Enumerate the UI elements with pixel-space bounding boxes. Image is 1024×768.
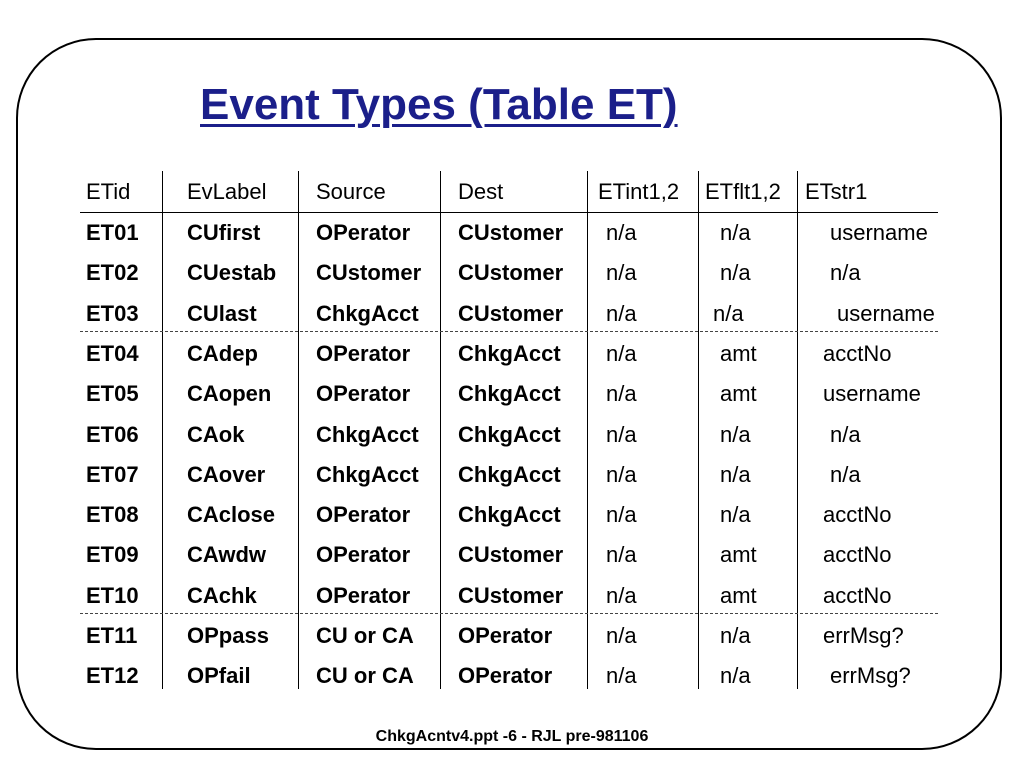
cell-etflt: n/a: [720, 663, 751, 689]
header-etflt: ETflt1,2: [705, 179, 781, 204]
cell-etint: n/a: [606, 623, 637, 648]
header-etid: ETid: [86, 179, 131, 204]
cell-etflt: amt: [720, 582, 757, 608]
cell-etint: n/a: [606, 260, 637, 286]
cell-etint: n/a: [606, 220, 637, 245]
cell-etint: n/a: [606, 381, 637, 407]
cell-etflt: amt: [720, 381, 757, 407]
cell-evlabel: CAover: [187, 461, 266, 487]
cell-etid: ET10: [86, 582, 139, 608]
cell-etint: n/a: [606, 461, 637, 487]
cell-etstr: errMsg?: [830, 663, 911, 689]
cell-dest: CUstomer: [458, 542, 564, 568]
cell-dest: ChkgAcct: [458, 340, 561, 366]
cell-dest: CUstomer: [458, 582, 564, 608]
header-evlabel: EvLabel: [187, 179, 267, 204]
cell-etflt: n/a: [713, 300, 744, 326]
cell-evlabel: CAclose: [187, 502, 276, 528]
cell-etint: n/a: [606, 300, 637, 326]
cell-etid: ET03: [86, 300, 139, 326]
cell-etid: ET01: [86, 220, 139, 245]
cell-source: ChkgAcct: [316, 421, 419, 447]
cell-etid: ET08: [86, 502, 139, 528]
cell-source: OPerator: [316, 542, 411, 568]
cell-source: OPerator: [316, 582, 411, 608]
cell-source: ChkgAcct: [316, 461, 419, 487]
column-divider: [698, 171, 699, 689]
cell-etstr: username: [830, 220, 928, 245]
column-divider: [587, 171, 588, 689]
cell-etflt: amt: [720, 340, 757, 366]
cell-etflt: n/a: [720, 260, 751, 286]
column-divider: [162, 171, 163, 689]
cell-source: CU or CA: [316, 623, 414, 648]
header-etint: ETint1,2: [598, 179, 680, 204]
cell-source: ChkgAcct: [316, 300, 419, 326]
cell-etflt: n/a: [720, 421, 751, 447]
cell-etstr: acctNo: [823, 582, 892, 608]
cell-etstr: acctNo: [823, 340, 892, 366]
cell-evlabel: CAok: [187, 421, 245, 447]
cell-source: OPerator: [316, 502, 411, 528]
cell-source: OPerator: [316, 220, 411, 245]
cell-etflt: n/a: [720, 220, 751, 245]
cell-etstr: n/a: [830, 461, 861, 487]
cell-etid: ET06: [86, 421, 139, 447]
header-rule: [80, 212, 938, 213]
cell-dest: ChkgAcct: [458, 502, 561, 528]
cell-etid: ET04: [86, 340, 139, 366]
cell-etint: n/a: [606, 582, 637, 608]
column-divider: [440, 171, 441, 689]
slide-title: Event Types (Table ET): [200, 80, 678, 129]
cell-evlabel: CAdep: [187, 340, 258, 366]
cell-source: OPerator: [316, 340, 411, 366]
cell-etint: n/a: [606, 542, 637, 568]
cell-etflt: n/a: [720, 461, 751, 487]
cell-dest: ChkgAcct: [458, 381, 561, 407]
cell-etstr: n/a: [830, 421, 861, 447]
cell-evlabel: OPpass: [187, 623, 269, 648]
cell-etstr: username: [837, 300, 935, 326]
cell-etint: n/a: [606, 663, 637, 689]
cell-source: CUstomer: [316, 260, 422, 286]
cell-etid: ET12: [86, 663, 139, 689]
cell-dest: ChkgAcct: [458, 421, 561, 447]
cell-dest: ChkgAcct: [458, 461, 561, 487]
cell-evlabel: CUestab: [187, 260, 277, 286]
cell-etstr: acctNo: [823, 502, 892, 528]
cell-evlabel: CAopen: [187, 381, 272, 407]
cell-etflt: amt: [720, 542, 757, 568]
cell-evlabel: CAwdw: [187, 542, 267, 568]
header-dest: Dest: [458, 179, 504, 204]
cell-etid: ET07: [86, 461, 139, 487]
cell-etid: ET11: [86, 623, 138, 648]
cell-etstr: username: [823, 381, 921, 407]
slide-footer: ChkgAcntv4.ppt -6 - RJL pre-981106: [375, 728, 649, 745]
cell-etflt: n/a: [720, 502, 751, 528]
cell-source: OPerator: [316, 381, 411, 407]
cell-evlabel: CAchk: [187, 582, 257, 608]
cell-etid: ET09: [86, 542, 139, 568]
cell-dest: CUstomer: [458, 260, 564, 286]
cell-etint: n/a: [606, 421, 637, 447]
cell-dest: CUstomer: [458, 220, 564, 245]
cell-etstr: n/a: [830, 260, 861, 286]
cell-etstr: errMsg?: [823, 623, 904, 648]
header-source: Source: [316, 179, 386, 204]
cell-etstr: acctNo: [823, 542, 892, 568]
group-separator: [80, 331, 938, 332]
cell-etint: n/a: [606, 502, 637, 528]
cell-source: CU or CA: [316, 663, 414, 689]
cell-evlabel: OPfail: [187, 663, 251, 689]
cell-evlabel: CUlast: [187, 300, 257, 326]
cell-etint: n/a: [606, 340, 637, 366]
column-divider: [298, 171, 299, 689]
cell-etid: ET02: [86, 260, 139, 286]
cell-etflt: n/a: [720, 623, 751, 648]
cell-dest: OPerator: [458, 663, 553, 689]
cell-dest: CUstomer: [458, 300, 564, 326]
group-separator: [80, 613, 938, 614]
cell-etid: ET05: [86, 381, 139, 407]
column-divider: [797, 171, 798, 689]
header-etstr: ETstr1: [805, 179, 868, 204]
cell-dest: OPerator: [458, 623, 553, 648]
cell-evlabel: CUfirst: [187, 220, 261, 245]
